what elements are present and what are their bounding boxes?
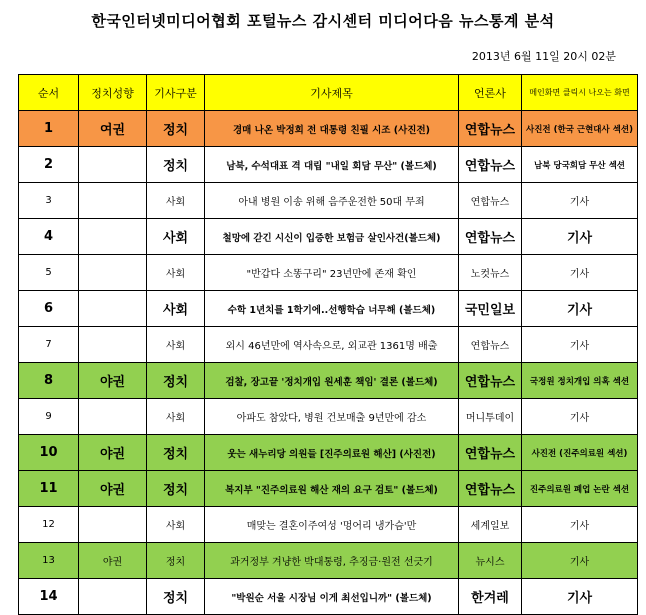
cell-headline: 웃는 새누리당 의원들 [진주의료원 해산] (사진전) <box>205 435 459 471</box>
header-headline: 기사제목 <box>205 75 459 111</box>
cell-order: 7 <box>19 327 79 363</box>
cell-political: 야권 <box>79 363 147 399</box>
cell-press: 국민일보 <box>459 291 522 327</box>
table-row <box>19 291 638 327</box>
cell-category: 정치 <box>147 435 205 471</box>
header-category: 기사구분 <box>147 75 205 111</box>
cell-order: 1 <box>19 111 79 147</box>
cell-screen: 기사 <box>522 399 638 435</box>
page-title: 한국인터넷미디어협회 포털뉴스 감시센터 미디어다음 뉴스통계 분석 <box>91 12 555 30</box>
cell-category: 정치 <box>147 543 205 579</box>
cell-screen: 기사 <box>522 291 638 327</box>
cell-press: 머니투데이 <box>459 399 522 435</box>
cell-political <box>79 579 147 615</box>
cell-order: 9 <box>19 399 79 435</box>
table-row <box>19 471 638 507</box>
table-row <box>19 147 638 183</box>
table-row <box>19 399 638 435</box>
cell-political <box>79 255 147 291</box>
cell-political <box>79 327 147 363</box>
cell-category: 사회 <box>147 327 205 363</box>
header-political: 정치성향 <box>79 75 147 111</box>
header-screen: 메인화면 클릭시 나오는 화면 <box>522 75 638 111</box>
cell-screen: 기사 <box>522 579 638 615</box>
cell-political: 야권 <box>79 471 147 507</box>
cell-screen: 남북 당국회담 무산 섹션 <box>522 147 638 183</box>
cell-press: 연합뉴스 <box>459 363 522 399</box>
header-order: 순서 <box>19 75 79 111</box>
cell-screen: 사진전 (진주의료원 섹션) <box>522 435 638 471</box>
table-header-row <box>19 75 638 111</box>
cell-headline: 복지부 "진주의료원 해산 재의 요구 검토" (볼드체) <box>205 471 459 507</box>
cell-press: 연합뉴스 <box>459 147 522 183</box>
cell-order: 11 <box>19 471 79 507</box>
table-row <box>19 507 638 543</box>
cell-political <box>79 147 147 183</box>
cell-headline: 과거정부 겨냥한 박대통령, 추징금·원전 선긋기 <box>205 543 459 579</box>
cell-press: 세계일보 <box>459 507 522 543</box>
cell-order: 14 <box>19 579 79 615</box>
cell-category: 정치 <box>147 111 205 147</box>
cell-screen: 기사 <box>522 255 638 291</box>
cell-headline: 남북, 수석대표 격 대립 "내일 회담 무산" (볼드체) <box>205 147 459 183</box>
cell-press: 뉴시스 <box>459 543 522 579</box>
cell-screen: 기사 <box>522 543 638 579</box>
cell-press: 한겨레 <box>459 579 522 615</box>
cell-screen: 기사 <box>522 219 638 255</box>
table-row <box>19 435 638 471</box>
cell-political <box>79 399 147 435</box>
cell-headline: 검찰, 장고끝 '정치개입 원세훈 책임' 결론 (볼드체) <box>205 363 459 399</box>
cell-headline: 철망에 갇긴 시신이 입증한 보험금 살인사건(볼드체) <box>205 219 459 255</box>
cell-category: 사회 <box>147 219 205 255</box>
cell-screen: 진주의료원 폐업 논란 섹션 <box>522 471 638 507</box>
cell-headline: 수학 1년치를 1학기에..선행학습 너무해 (볼드체) <box>205 291 459 327</box>
cell-press: 연합뉴스 <box>459 111 522 147</box>
cell-headline: 아내 병원 이송 위해 음주운전한 50대 무죄 <box>205 183 459 219</box>
cell-headline: "박원순 서울 시장님 이게 최선입니까" (볼드체) <box>205 579 459 615</box>
header-press: 언론사 <box>459 75 522 111</box>
cell-screen: 사진전 (한국 근현대사 섹션) <box>522 111 638 147</box>
cell-order: 12 <box>19 507 79 543</box>
cell-category: 정치 <box>147 579 205 615</box>
table-row <box>19 111 638 147</box>
table-row <box>19 543 638 579</box>
cell-political <box>79 291 147 327</box>
cell-category: 사회 <box>147 255 205 291</box>
cell-press: 연합뉴스 <box>459 219 522 255</box>
cell-order: 8 <box>19 363 79 399</box>
cell-political <box>79 219 147 255</box>
news-stats-table <box>18 74 638 615</box>
cell-screen: 국정원 정치개입 의혹 섹션 <box>522 363 638 399</box>
cell-category: 사회 <box>147 183 205 219</box>
cell-headline: 외시 46년만에 역사속으로, 외교관 1361명 배출 <box>205 327 459 363</box>
cell-political <box>79 183 147 219</box>
cell-headline: 매맞는 결혼이주여성 '멍어리 냉가슴'만 <box>205 507 459 543</box>
cell-press: 연합뉴스 <box>459 435 522 471</box>
table-row <box>19 327 638 363</box>
cell-category: 사회 <box>147 399 205 435</box>
cell-press: 연합뉴스 <box>459 183 522 219</box>
cell-political: 야권 <box>79 435 147 471</box>
cell-headline: "반갑다 소똥구리" 23년만에 존재 확인 <box>205 255 459 291</box>
table-row <box>19 579 638 615</box>
report-date: 2013년 6월 11일 20시 02분 <box>471 50 616 63</box>
cell-press: 연합뉴스 <box>459 471 522 507</box>
cell-political: 여권 <box>79 111 147 147</box>
cell-category: 사회 <box>147 291 205 327</box>
cell-order: 5 <box>19 255 79 291</box>
cell-screen: 기사 <box>522 507 638 543</box>
cell-order: 6 <box>19 291 79 327</box>
cell-headline: 경매 나온 박정희 전 대통령 친필 시조 (사진전) <box>205 111 459 147</box>
cell-press: 연합뉴스 <box>459 327 522 363</box>
table-row <box>19 255 638 291</box>
cell-category: 정치 <box>147 363 205 399</box>
cell-political: 야권 <box>79 543 147 579</box>
cell-order: 13 <box>19 543 79 579</box>
table-row <box>19 183 638 219</box>
cell-category: 정치 <box>147 471 205 507</box>
cell-category: 정치 <box>147 147 205 183</box>
cell-order: 2 <box>19 147 79 183</box>
cell-political <box>79 507 147 543</box>
cell-order: 4 <box>19 219 79 255</box>
table-row <box>19 219 638 255</box>
cell-headline: 아파도 참았다, 병원 건보매출 9년만에 감소 <box>205 399 459 435</box>
cell-order: 10 <box>19 435 79 471</box>
cell-order: 3 <box>19 183 79 219</box>
cell-press: 노컷뉴스 <box>459 255 522 291</box>
cell-screen: 기사 <box>522 327 638 363</box>
table-row <box>19 363 638 399</box>
cell-category: 사회 <box>147 507 205 543</box>
cell-screen: 기사 <box>522 183 638 219</box>
